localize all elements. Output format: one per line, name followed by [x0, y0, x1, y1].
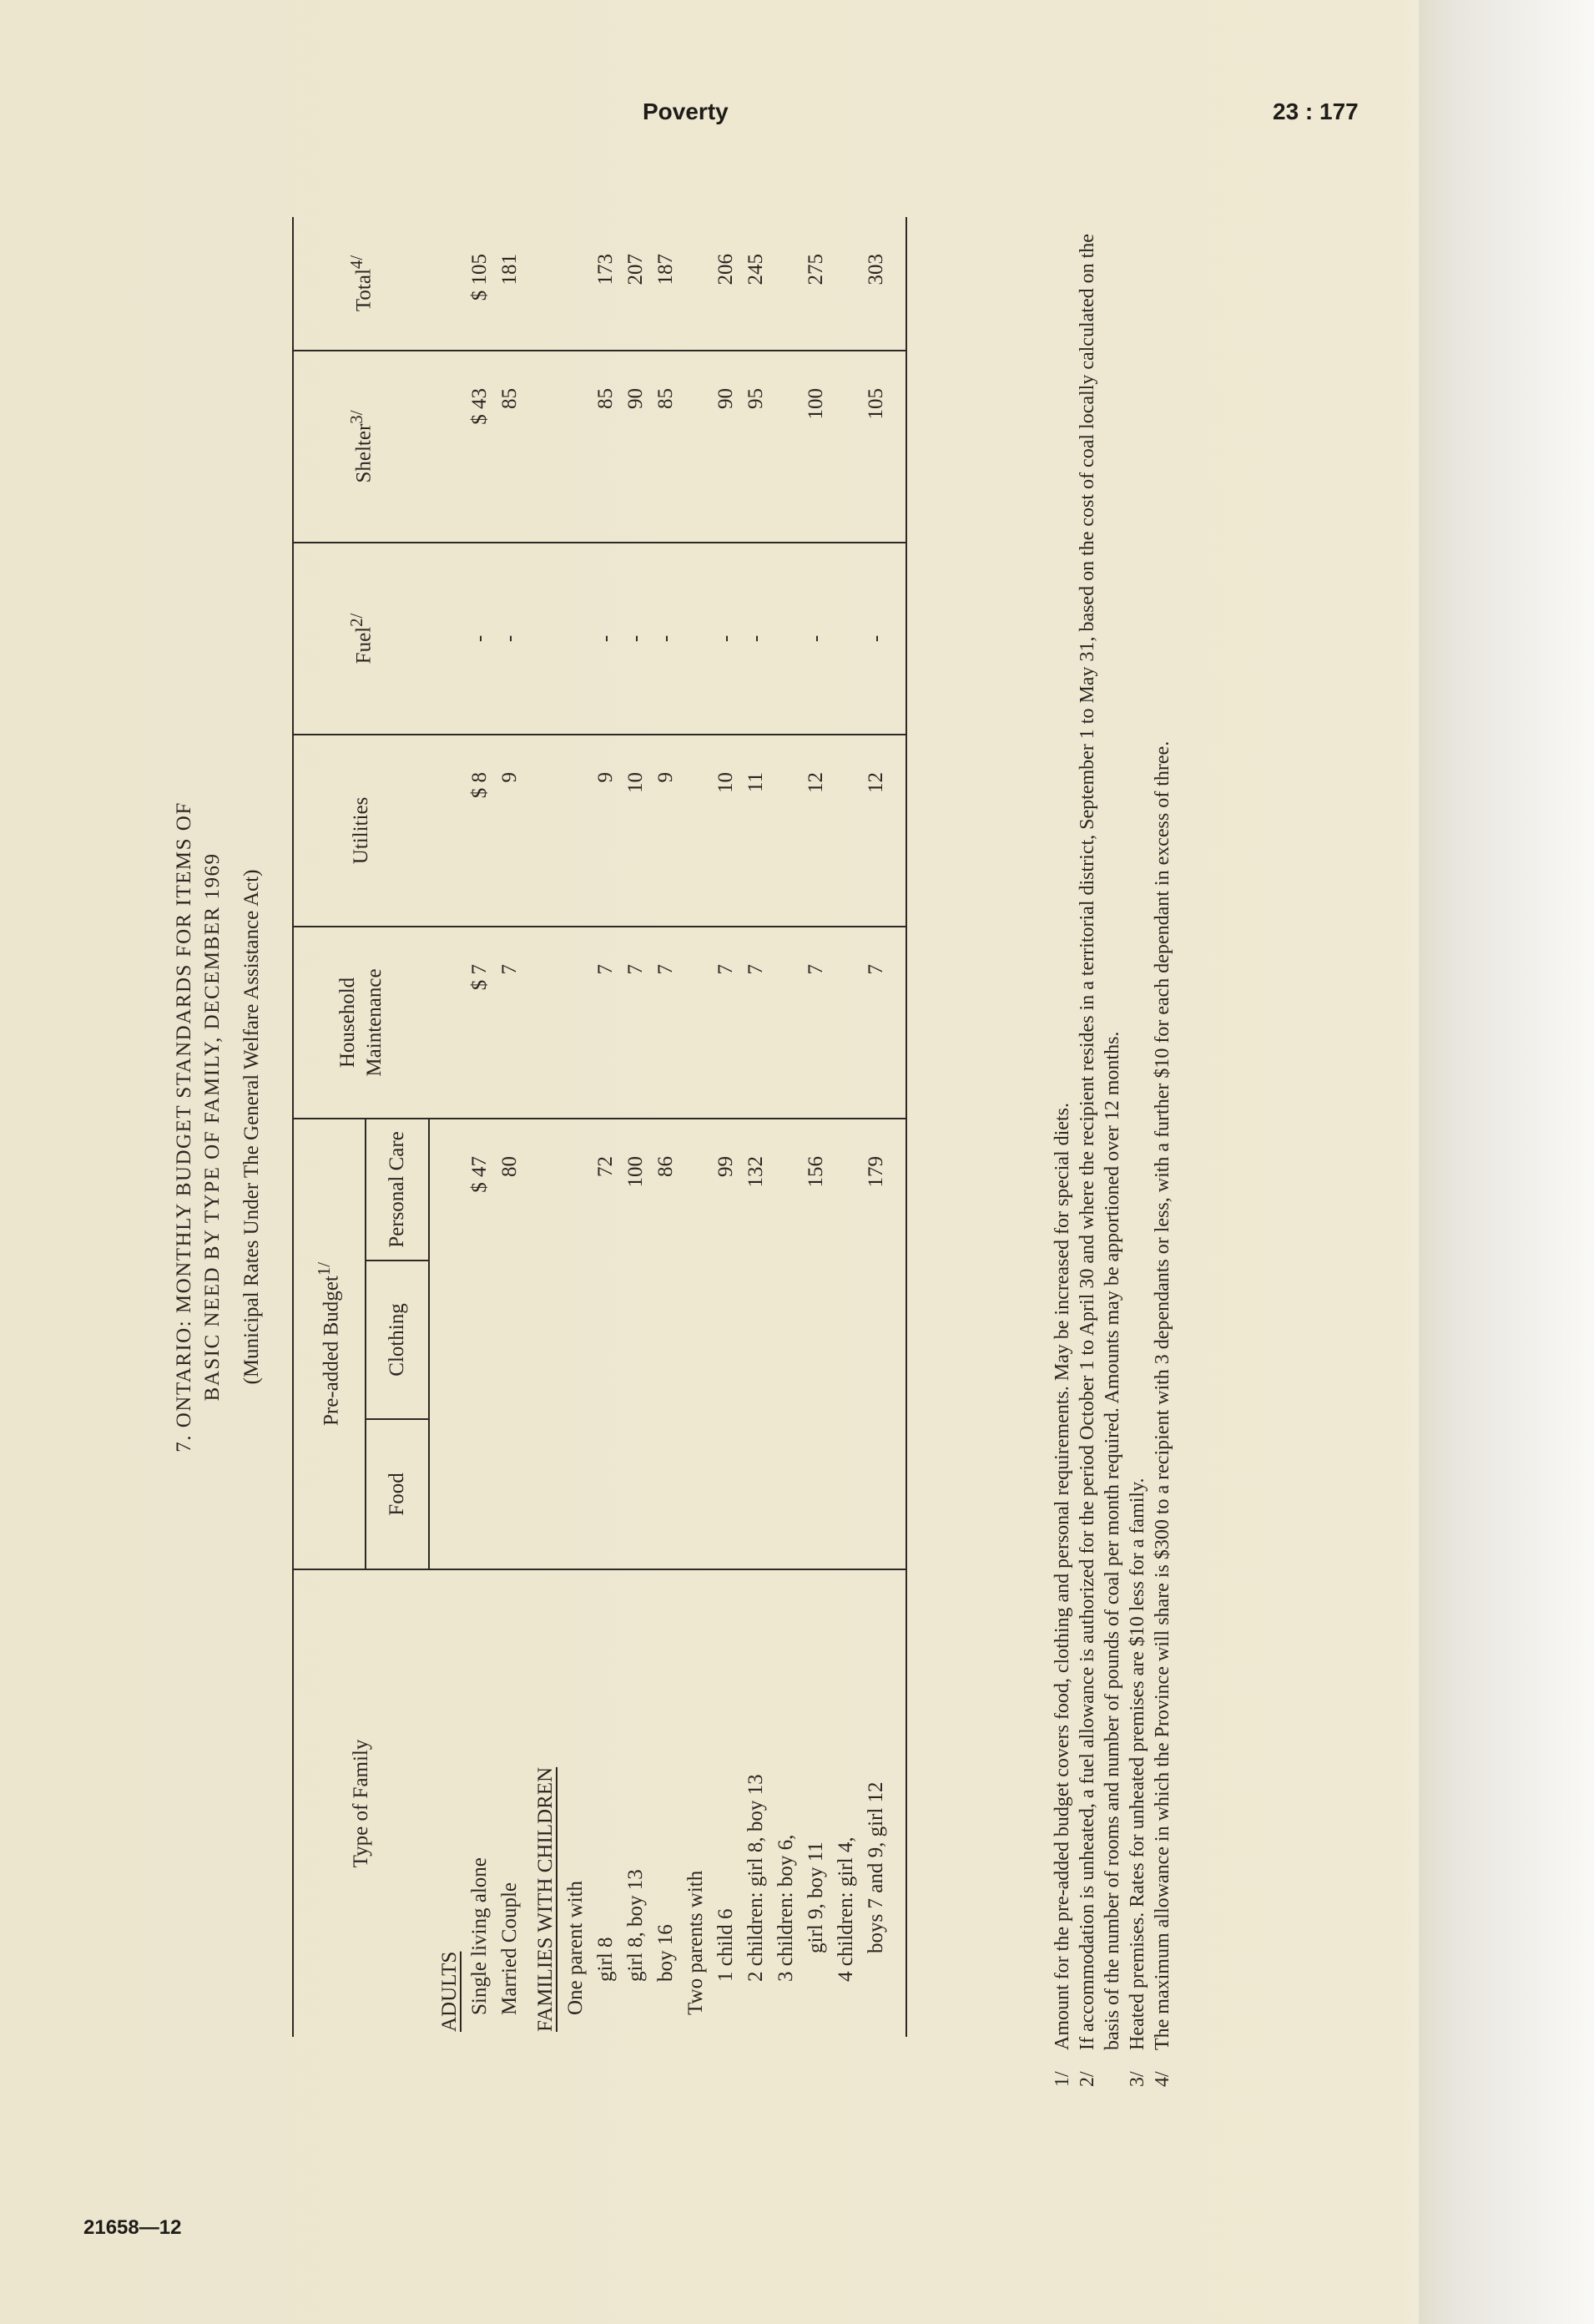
pre-added-budget-cell: 179 — [861, 1119, 906, 1569]
pre-added-budget-cell: 132 — [741, 1119, 771, 1569]
table-row — [591, 217, 621, 2037]
group-row — [681, 217, 711, 2037]
empty-cell — [429, 217, 465, 351]
table-row — [651, 217, 681, 2037]
pre-added-budget-cell — [771, 1119, 801, 1569]
utilities-cell: 10 — [621, 735, 651, 927]
empty-cell — [681, 927, 711, 1119]
utilities-cell: 10 — [711, 735, 741, 927]
table-title-line-2: BASIC NEED BY TYPE OF FAMILY, DECEMBER 1969 — [201, 852, 224, 1402]
total-cell: 206 — [711, 217, 741, 351]
fuel-cell: - — [621, 543, 651, 735]
fuel-cell: - — [591, 543, 621, 735]
pre-added-budget-cell: 72 — [591, 1119, 621, 1569]
running-header — [0, 99, 1594, 132]
household-maintenance-cell: $ 7 — [465, 927, 495, 1119]
fuel-cell: - — [741, 543, 771, 735]
footnote-text: If accommodation is unheated, a fuel allowance is authorized for the period October 1 to April 30 and where the recipient resides in a territorial district, September 1 to May 31, based on the cost of coal locally calculated on the basis of the number of rooms and number of pounds of coal per month required. Amounts may be apportioned over 12 months. — [1077, 234, 1123, 2050]
empty-cell — [525, 735, 561, 927]
shelter-cell: 95 — [741, 351, 771, 543]
total-cell: 181 — [495, 217, 525, 351]
household-maintenance-cell — [771, 927, 801, 1119]
fuel-cell: - — [711, 543, 741, 735]
fuel-cell: - — [801, 543, 831, 735]
table-row — [831, 217, 861, 2037]
footnote — [1050, 217, 1075, 2087]
family-type-label: girl 8 — [594, 1937, 617, 1982]
table-body — [429, 217, 906, 2037]
family-type-label: boy 16 — [654, 1924, 677, 1982]
header-food: Food — [366, 1419, 429, 1569]
household-maintenance-cell: 7 — [621, 927, 651, 1119]
household-maintenance-cell: 7 — [651, 927, 681, 1119]
footnotes — [1050, 217, 1175, 2087]
utilities-cell: $ 8 — [465, 735, 495, 927]
family-type-label: 4 children: girl 4, — [835, 1836, 857, 1982]
family-type-label: Two parents with — [684, 1870, 707, 2015]
shelter-cell — [771, 351, 801, 543]
footnote — [1075, 217, 1125, 2087]
header-fuel: Fuel$^{2/}$ — [293, 543, 429, 735]
header-clothing: Clothing — [366, 1261, 429, 1419]
header-pre-added-budget: Pre-added Budget$^{1/}$ — [293, 1119, 366, 1569]
family-type-label: 3 children: boy 6, — [774, 1834, 797, 1982]
pre-added-budget-cell: 86 — [651, 1119, 681, 1569]
empty-cell — [681, 543, 711, 735]
family-type-label: 2 children: girl 8, boy 13 — [744, 1774, 767, 1982]
utilities-cell: 9 — [591, 735, 621, 927]
fuel-cell: - — [495, 543, 525, 735]
shelter-cell: $ 43 — [465, 351, 495, 543]
table-title-line-1: 7. ONTARIO: MONTHLY BUDGET STANDARDS FOR ITEMS OF — [173, 801, 195, 1452]
footnote-ref-4: 4/ — [346, 255, 366, 270]
empty-cell — [429, 735, 465, 927]
empty-cell — [525, 351, 561, 543]
section-row — [525, 217, 561, 2037]
footnote — [1150, 217, 1175, 2087]
family-type-label: girl 9, boy 11 — [805, 1842, 827, 1953]
empty-cell — [681, 1119, 711, 1569]
fuel-cell — [831, 543, 861, 735]
empty-cell — [429, 351, 465, 543]
empty-cell — [525, 543, 561, 735]
header-type-of-family: Type of Family — [293, 1569, 429, 2037]
page-edge-shadow — [1419, 0, 1594, 2324]
footnote-mark: 4/ — [1152, 2071, 1173, 2087]
pre-added-budget-cell: 99 — [711, 1119, 741, 1569]
fuel-cell: - — [861, 543, 906, 735]
shelter-cell: 105 — [861, 351, 906, 543]
household-maintenance-cell: 7 — [801, 927, 831, 1119]
footnote-text: The maximum allowance in which the Province will share is $300 to a recipient with 3 dependants or less, with a further $10 for each dependant in excess of three. — [1152, 740, 1173, 2050]
empty-cell — [525, 927, 561, 1119]
utilities-cell: 9 — [651, 735, 681, 927]
household-maintenance-cell: 7 — [741, 927, 771, 1119]
footnote-mark: 1/ — [1052, 2071, 1073, 2087]
table-row — [861, 217, 906, 2037]
utilities-cell — [831, 735, 861, 927]
total-cell: 245 — [741, 217, 771, 351]
header-total: Total$^{4/}$ — [293, 217, 429, 351]
section-label: FAMILIES WITH CHILDREN — [534, 1766, 557, 2032]
family-type-label: One parent with — [564, 1880, 587, 2015]
empty-cell — [561, 543, 591, 735]
shelter-cell: 90 — [711, 351, 741, 543]
page-number: 23 : 177 — [1273, 99, 1359, 124]
header-shelter: Shelter$^{3/}$ — [293, 351, 429, 543]
table-row — [621, 217, 651, 2037]
rotated-table-block — [159, 167, 1294, 2087]
fuel-cell: - — [465, 543, 495, 735]
footnote-ref-1: 1/ — [313, 1262, 334, 1276]
footnote-ref-2: 2/ — [346, 613, 366, 627]
shelter-cell — [831, 351, 861, 543]
empty-cell — [525, 1119, 561, 1569]
section-label: ADULTS — [438, 1951, 461, 2032]
empty-cell — [561, 1119, 591, 1569]
shelter-cell: 85 — [651, 351, 681, 543]
table-row — [771, 217, 801, 2037]
utilities-cell: 9 — [495, 735, 525, 927]
empty-cell — [681, 351, 711, 543]
pre-added-budget-cell: $ 47 — [465, 1119, 495, 1569]
total-cell: 187 — [651, 217, 681, 351]
family-type-label: 1 child 6 — [714, 1908, 737, 1982]
header-utilities: Utilities — [293, 735, 429, 927]
running-title: Poverty — [643, 99, 729, 124]
empty-cell — [681, 217, 711, 351]
empty-cell — [429, 1119, 465, 1569]
footnote-ref-3: 3/ — [346, 410, 366, 424]
pre-added-budget-cell: 100 — [621, 1119, 651, 1569]
header-personal-care: Personal Care — [366, 1119, 429, 1261]
shelter-cell: 85 — [591, 351, 621, 543]
pre-added-budget-cell — [831, 1119, 861, 1569]
table-row — [801, 217, 831, 2037]
household-maintenance-cell: 7 — [711, 927, 741, 1119]
shelter-cell: 90 — [621, 351, 651, 543]
total-cell — [831, 217, 861, 351]
empty-cell — [681, 735, 711, 927]
empty-cell — [561, 735, 591, 927]
footnote-mark: 3/ — [1127, 2071, 1148, 2087]
fuel-cell: - — [651, 543, 681, 735]
family-type-label: girl 8, boy 13 — [624, 1869, 647, 1982]
table-row — [495, 217, 525, 2037]
total-cell: 303 — [861, 217, 906, 351]
footnote-text: Amount for the pre-added budget covers food, clothing and personal requirements. May be increased for special diets. — [1052, 1103, 1073, 2050]
family-type-label: Married Couple — [498, 1882, 521, 2015]
table-subtitle: (Municipal Rates Under The General Welfare Assistance Act) — [240, 869, 263, 1385]
footnote-mark: 2/ — [1077, 2071, 1098, 2087]
empty-cell — [561, 351, 591, 543]
section-row — [429, 217, 465, 2037]
total-cell: 207 — [621, 217, 651, 351]
pre-added-budget-cell: 156 — [801, 1119, 831, 1569]
total-cell: 275 — [801, 217, 831, 351]
table-row — [465, 217, 495, 2037]
total-cell — [771, 217, 801, 351]
pre-added-budget-cell: 80 — [495, 1119, 525, 1569]
table-row — [741, 217, 771, 2037]
footnote-text: Heated premises. Rates for unheated premises are $10 less for a family. — [1127, 1478, 1148, 2050]
utilities-cell: 11 — [741, 735, 771, 927]
total-cell: 173 — [591, 217, 621, 351]
budget-table — [292, 217, 907, 2037]
utilities-cell — [771, 735, 801, 927]
group-row — [561, 217, 591, 2037]
shelter-cell: 100 — [801, 351, 831, 543]
fuel-cell — [771, 543, 801, 735]
empty-cell — [561, 927, 591, 1119]
printer-code: 21658—12 — [83, 2216, 182, 2239]
utilities-cell: 12 — [861, 735, 906, 927]
household-maintenance-cell: 7 — [591, 927, 621, 1119]
footnote — [1125, 217, 1150, 2087]
family-type-label: Single living alone — [468, 1857, 491, 2015]
header-household-maintenance: Household Maintenance — [293, 927, 429, 1119]
household-maintenance-cell: 7 — [861, 927, 906, 1119]
empty-cell — [561, 217, 591, 351]
household-maintenance-cell: 7 — [495, 927, 525, 1119]
family-type-label: boys 7 and 9, girl 12 — [861, 1569, 906, 2037]
empty-cell — [429, 927, 465, 1119]
household-maintenance-cell — [831, 927, 861, 1119]
table-row — [711, 217, 741, 2037]
total-cell: $ 105 — [465, 217, 495, 351]
empty-cell — [525, 217, 561, 351]
empty-cell — [429, 543, 465, 735]
shelter-cell: 85 — [495, 351, 525, 543]
utilities-cell: 12 — [801, 735, 831, 927]
